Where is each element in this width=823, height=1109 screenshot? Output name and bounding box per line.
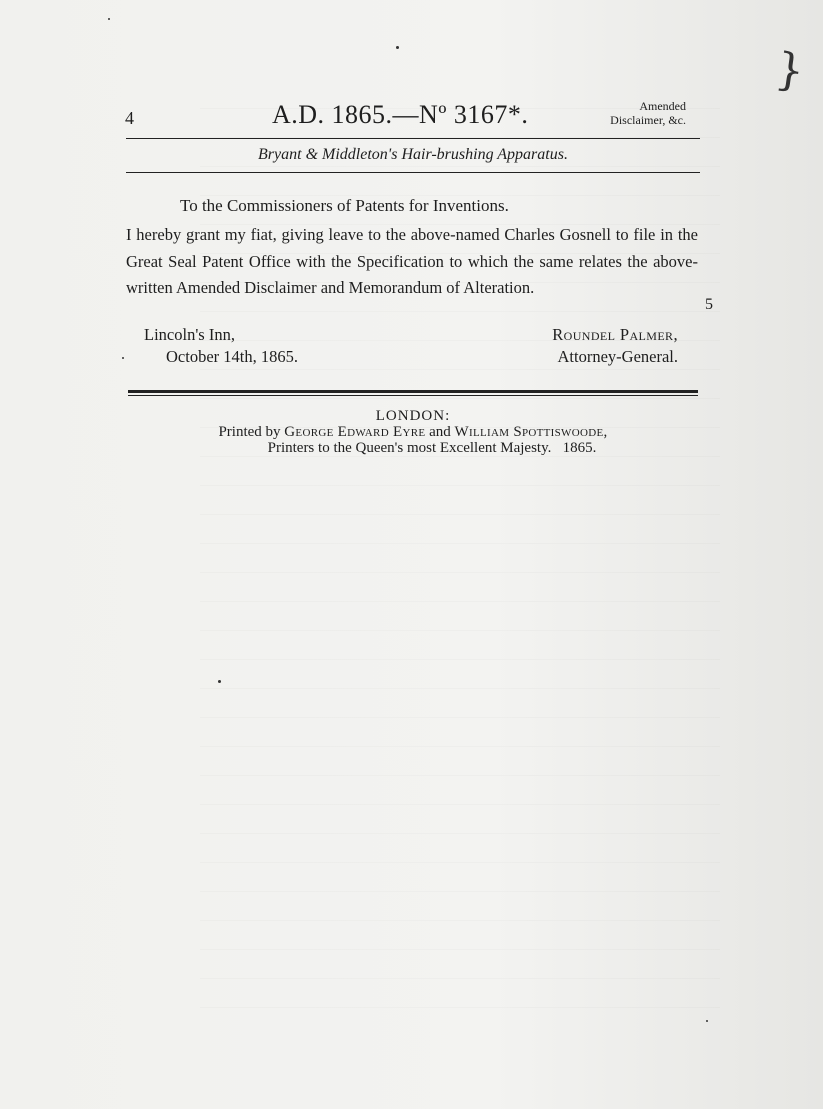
paper-speck: [396, 46, 399, 49]
handwritten-bracket-mark: }: [772, 43, 808, 98]
signature-date: October 14th, 1865.: [166, 347, 298, 366]
page-number: 4: [125, 108, 134, 128]
header-rule: [126, 138, 700, 139]
imprint-printer-two: William Spottiswoode,: [454, 424, 608, 440]
imprint-line-1: [128, 424, 698, 440]
signature-place-date: [144, 324, 298, 368]
patent-subtitle: Bryant & Middleton's Hair-brushing Apparatus.: [258, 146, 568, 163]
margin-note-line-2: Disclaimer, &c.: [610, 113, 686, 127]
margin-note-line-1: Amended: [639, 99, 686, 113]
imprint-printer-one: George Edward Eyre: [284, 424, 426, 440]
imprint-line-2: Printers to the Queen's most Excellent Majesty. 1865.: [267, 440, 597, 456]
signatory-office: Attorney-General.: [557, 347, 678, 366]
signature-place: Lincoln's Inn,: [144, 325, 235, 344]
line-number: 5: [705, 296, 713, 313]
signature-block: [508, 324, 678, 368]
signatory-name: Roundel Palmer,: [552, 325, 678, 344]
fiat-text: I hereby grant my fiat, giving leave to the above-named Charles Gosnell to file in the Great Seal Patent Office with the Specification to which the same relates the above-written Amended Disclaimer and Memorandum of Alteration.: [126, 225, 698, 298]
paper-speck: [218, 680, 221, 683]
subtitle-rule: [126, 172, 700, 173]
document-title: A.D. 1865.—Nº 3167*.: [272, 100, 529, 129]
closing-rule-thick: [128, 390, 698, 393]
paper-speck: [108, 18, 110, 20]
paper-speck: [122, 357, 124, 359]
paper-speck: [706, 1020, 708, 1022]
closing-rule-thin: [128, 395, 698, 396]
fiat-paragraph: [126, 222, 698, 302]
imprint-city: LONDON:: [375, 408, 451, 424]
imprint-conjunction: and: [429, 424, 451, 440]
printer-imprint: [128, 408, 698, 456]
margin-note: [606, 99, 686, 127]
imprint-prefix: Printed by: [218, 424, 281, 440]
addressee-line: To the Commissioners of Patents for Inventions.: [180, 196, 509, 215]
